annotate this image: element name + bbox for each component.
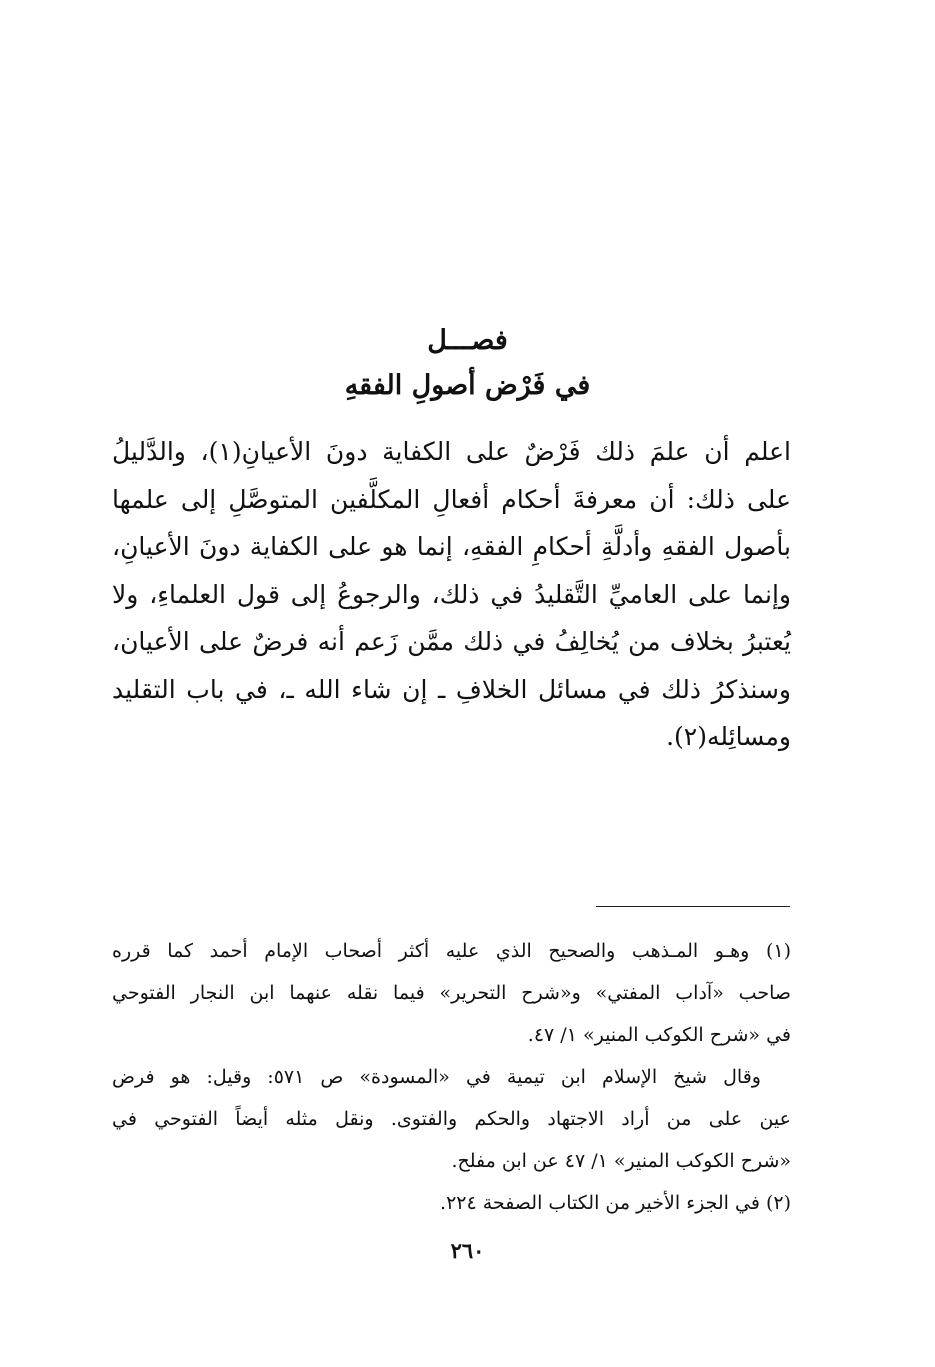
section-title: فصـــل — [427, 325, 508, 356]
footnotes — [112, 930, 791, 1224]
section-subtitle: في فَرْض أصولِ الفقهِ — [344, 370, 591, 401]
footnote-line: (٢) في الجزء الأخير من الكتاب الصفحة ٢٢٤. — [440, 1192, 791, 1214]
footnote-line: «شرح الكوكب المنير» ١/ ٤٧ عن ابن مفلح. — [451, 1150, 791, 1172]
body-line: اعلم أن علمَ ذلك فَرْضٌ على الكفاية دونَ الأعيانِ(١)، والدَّليلُ — [112, 437, 792, 466]
footnote-line: في «شرح الكوكب المنير» ١/ ٤٧. — [527, 1024, 791, 1046]
body-line: بأصول الفقهِ وأدلَّةِ أحكامِ الفقهِ، إنما هو على الكفاية دونَ الأعيانِ، — [112, 532, 791, 561]
body-line: يُعتبرُ بخلاف من يُخالِفُ في ذلك ممَّن زَعم أنه فرضٌ على الأعيان، — [112, 627, 791, 656]
footnote-line: عين على من أراد الاجتهاد والحكم والفتوى. ونقل مثله أيضاً الفتوحي في — [112, 1108, 791, 1130]
footnote-line: وقال شيخ الإسلام ابن تيمية في «المسودة» ص ٥٧١: وقيل: هو فرض — [112, 1066, 761, 1088]
footnote-line: (١) وهـو المـذهب والصحيح الذي عليه أكثر أصحاب الإمام أحمد كما قرره — [112, 940, 791, 962]
footnote-divider — [596, 906, 790, 907]
body-line: ومسائِله(٢). — [666, 722, 791, 751]
body-line: على ذلك: أن معرفةَ أحكام أفعالِ المكلَّفين المتوصَّلِ إلى علمها — [112, 484, 791, 514]
body-line: وإنما على العاميِّ التَّقليدُ في ذلك، والرجوعُ إلى قول العلماءِ، ولا — [112, 579, 791, 609]
footnote-line: صاحب «آداب المفتي» و«شرح التحرير» فيما نقله عنهما ابن النجار الفتوحي — [112, 982, 791, 1004]
page-number: ٢٦٠ — [450, 1238, 485, 1263]
body-paragraph — [112, 428, 791, 761]
section-heading — [0, 322, 935, 406]
body-line: وسنذكرُ ذلك في مسائل الخلافِ ـ إن شاء الله ـ، في باب التقليد — [112, 674, 791, 704]
